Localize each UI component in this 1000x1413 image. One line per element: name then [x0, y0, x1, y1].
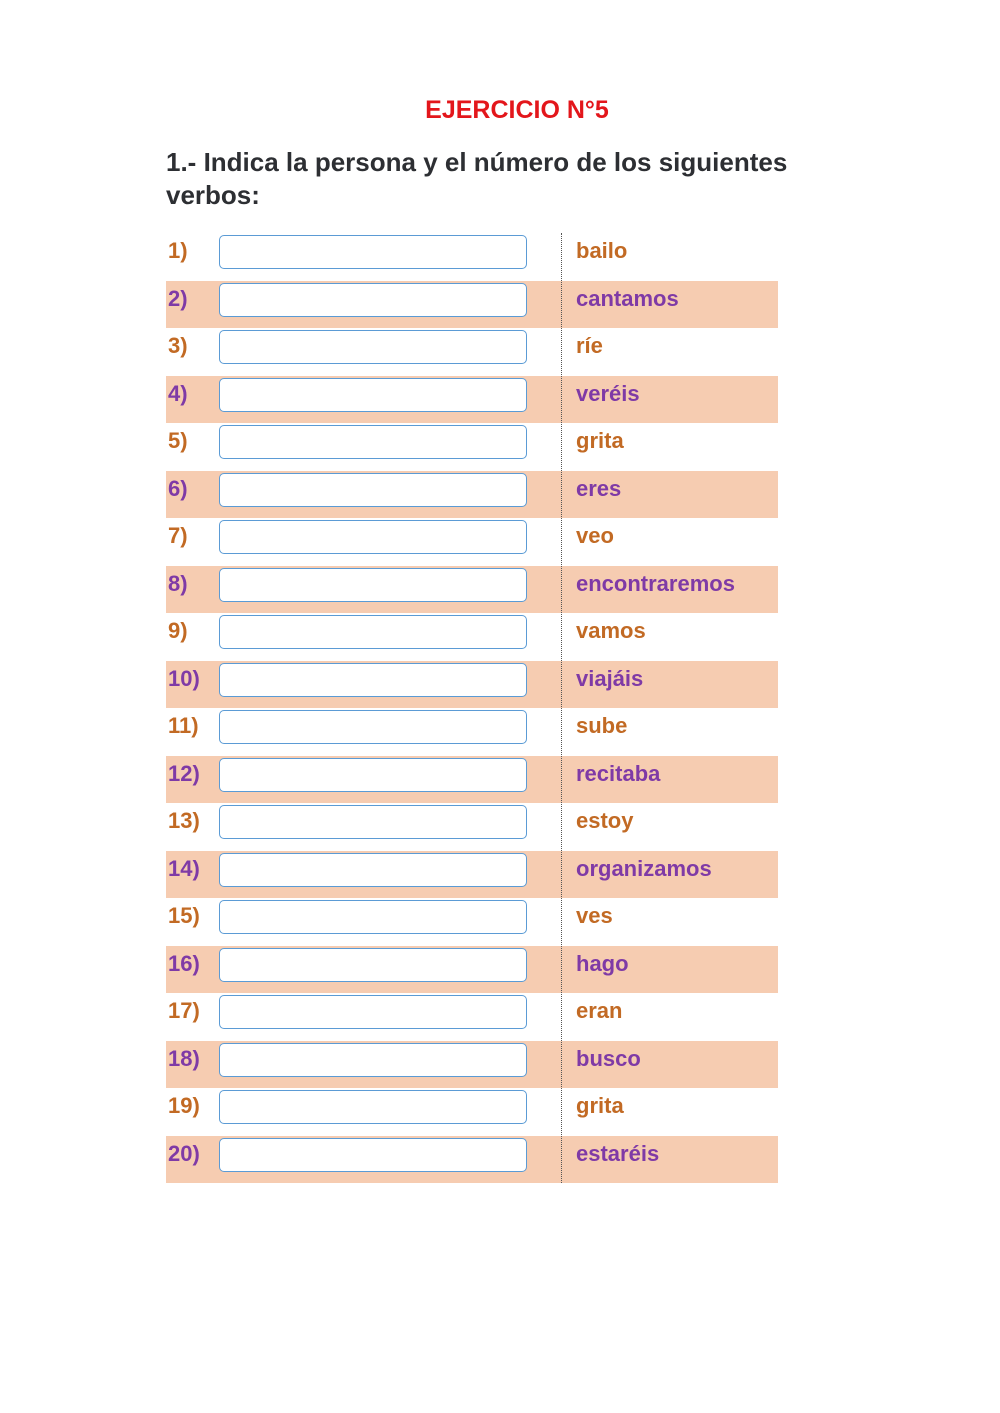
- item-number: 17): [168, 998, 200, 1023]
- instruction-text: 1.- Indica la persona y el número de los siguientes verbos:: [166, 147, 788, 210]
- exercise-row: [166, 993, 778, 1041]
- item-number: 7): [168, 523, 188, 548]
- verb-label: vamos: [576, 618, 646, 643]
- answer-input[interactable]: [219, 900, 527, 934]
- answer-input[interactable]: [219, 1043, 527, 1077]
- answer-input[interactable]: [219, 995, 527, 1029]
- answer-input[interactable]: [219, 235, 527, 269]
- exercise-row: [166, 1041, 778, 1089]
- verb-label: viajáis: [576, 665, 644, 691]
- answer-input[interactable]: [219, 663, 527, 697]
- item-number: 16): [168, 950, 200, 976]
- exercise-row: [166, 471, 778, 519]
- verb-label: bailo: [576, 238, 628, 263]
- verb-label: encontraremos: [576, 570, 735, 596]
- answer-input[interactable]: [219, 520, 527, 554]
- verb-label: eran: [576, 998, 623, 1023]
- exercise-row: [166, 898, 778, 946]
- verb-label: busco: [576, 1045, 641, 1071]
- answer-input[interactable]: [219, 710, 527, 744]
- exercise-row: [166, 233, 778, 281]
- answer-input[interactable]: [219, 425, 527, 459]
- exercise-row: [166, 1088, 778, 1136]
- verb-label: sube: [576, 713, 628, 738]
- answer-input[interactable]: [219, 473, 527, 507]
- verb-label: grita: [576, 1093, 624, 1118]
- item-number: 20): [168, 1140, 200, 1166]
- verb-label: recitaba: [576, 760, 661, 786]
- item-number: 1): [168, 238, 188, 263]
- exercise-title: EJERCICIO N°5: [425, 96, 609, 124]
- verb-label: grita: [576, 428, 624, 453]
- answer-input[interactable]: [219, 758, 527, 792]
- item-number: 11): [168, 713, 199, 738]
- exercise-row: [166, 756, 778, 804]
- verb-label: veo: [576, 523, 614, 548]
- item-number: 13): [168, 808, 200, 833]
- answer-input[interactable]: [219, 330, 527, 364]
- exercise-row: [166, 613, 778, 661]
- exercise-row: [166, 1136, 778, 1184]
- answer-input[interactable]: [219, 1090, 527, 1124]
- item-number: 4): [168, 380, 188, 406]
- answer-input[interactable]: [219, 283, 527, 317]
- exercise-row: [166, 376, 778, 424]
- exercise-row: [166, 566, 778, 614]
- exercise-row: [166, 946, 778, 994]
- item-number: 9): [168, 618, 188, 643]
- exercise-row: [166, 518, 778, 566]
- item-number: 14): [168, 855, 200, 881]
- exercise-rows: [166, 233, 778, 1183]
- answer-input[interactable]: [219, 853, 527, 887]
- item-number: 3): [168, 333, 188, 358]
- verb-label: veréis: [576, 380, 640, 406]
- verb-label: estaréis: [576, 1140, 660, 1166]
- item-number: 5): [168, 428, 188, 453]
- verb-label: ríe: [576, 333, 603, 358]
- item-number: 19): [168, 1093, 200, 1118]
- exercise-row: [166, 661, 778, 709]
- item-number: 6): [168, 475, 188, 501]
- verb-label: cantamos: [576, 285, 679, 311]
- answer-input[interactable]: [219, 1138, 527, 1172]
- answer-input[interactable]: [219, 805, 527, 839]
- item-number: 12): [168, 760, 200, 786]
- exercise-row: [166, 423, 778, 471]
- verb-label: hago: [576, 950, 629, 976]
- answer-input[interactable]: [219, 615, 527, 649]
- column-divider: [561, 233, 562, 1183]
- item-number: 2): [168, 285, 188, 311]
- exercise-row: [166, 281, 778, 329]
- exercise-row: [166, 328, 778, 376]
- item-number: 8): [168, 570, 188, 596]
- answer-input[interactable]: [219, 378, 527, 412]
- answer-input[interactable]: [219, 568, 527, 602]
- item-number: 10): [168, 665, 200, 691]
- exercise-row: [166, 708, 778, 756]
- exercise-row: [166, 803, 778, 851]
- verb-label: organizamos: [576, 855, 712, 881]
- verb-label: estoy: [576, 808, 634, 833]
- exercise-row: [166, 851, 778, 899]
- item-number: 18): [168, 1045, 200, 1071]
- item-number: 15): [168, 903, 200, 928]
- answer-input[interactable]: [219, 948, 527, 982]
- verb-label: ves: [576, 903, 613, 928]
- verb-label: eres: [576, 475, 622, 501]
